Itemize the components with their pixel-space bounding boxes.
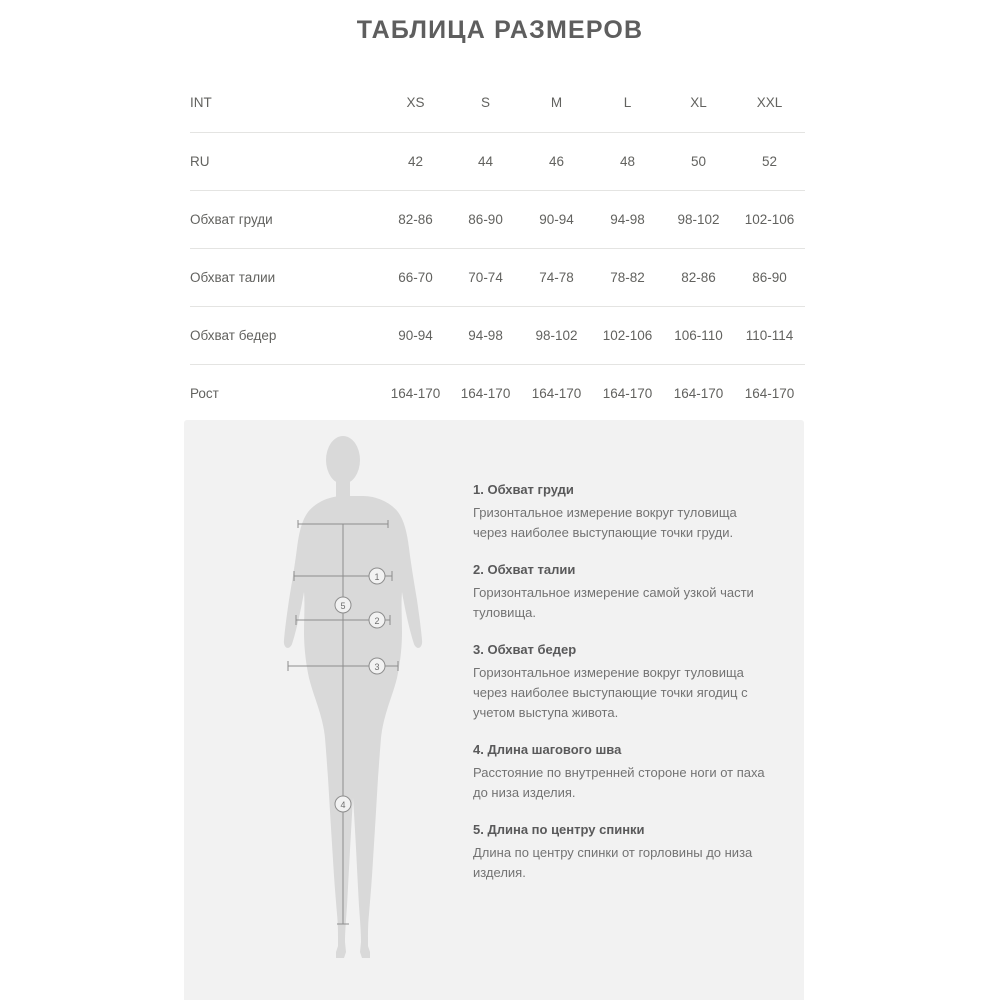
table-row bbox=[190, 74, 805, 132]
table-row bbox=[190, 132, 805, 190]
cell: 94-98 bbox=[592, 190, 663, 248]
table-row bbox=[190, 248, 805, 306]
cell: 164-170 bbox=[390, 385, 441, 401]
guide-heading: 5. Длина по центру спинки bbox=[473, 822, 645, 837]
cell: 164-170 bbox=[744, 385, 795, 401]
guide-body: Горизонтальное измерение самой узкой части туловища. bbox=[473, 585, 754, 620]
guide-body: Горизонтальное измерение вокруг туловища через наиболее выступающие точки ягодиц с учетом выступа живота. bbox=[473, 665, 748, 720]
row-label: RU bbox=[190, 132, 381, 190]
size-table bbox=[190, 74, 805, 422]
marker-label-1: 1 bbox=[374, 572, 380, 582]
cell: 86-90 bbox=[734, 248, 805, 306]
row-label: Рост bbox=[190, 385, 219, 401]
marker-label-3: 3 bbox=[374, 662, 380, 672]
cell: 70-74 bbox=[450, 248, 521, 306]
guide-item-2 bbox=[473, 560, 773, 623]
cell: 46 bbox=[521, 132, 592, 190]
cell: 164-170 bbox=[602, 385, 653, 401]
cell: 94-98 bbox=[450, 306, 521, 364]
cell: 42 bbox=[381, 132, 450, 190]
guide-heading: 1. Обхват груди bbox=[473, 482, 574, 497]
marker-label-2: 2 bbox=[374, 616, 380, 626]
cell: 98-102 bbox=[521, 306, 592, 364]
table-row bbox=[190, 364, 805, 422]
cell: 90-94 bbox=[521, 190, 592, 248]
guide-item-4 bbox=[473, 740, 773, 803]
measurement-descriptions bbox=[473, 480, 773, 883]
cell: 102-106 bbox=[734, 190, 805, 248]
guide-item-3 bbox=[473, 640, 773, 723]
silhouette-svg bbox=[258, 432, 428, 972]
cell: 44 bbox=[450, 132, 521, 190]
marker-label-5: 5 bbox=[340, 601, 346, 611]
row-label: Обхват талии bbox=[190, 248, 381, 306]
row-label: INT bbox=[190, 74, 381, 132]
page-title: ТАБЛИЦА РАЗМЕРОВ bbox=[356, 16, 644, 44]
cell: 82-86 bbox=[381, 190, 450, 248]
guide-body: Длина по центру спинки от горловины до низа изделия. bbox=[473, 845, 753, 880]
table-row bbox=[190, 190, 805, 248]
guide-heading: 2. Обхват талии bbox=[473, 562, 576, 577]
cell: 78-82 bbox=[592, 248, 663, 306]
cell: 50 bbox=[663, 132, 734, 190]
cell: L bbox=[592, 74, 663, 132]
cell: S bbox=[450, 74, 521, 132]
body-silhouette-figure bbox=[258, 432, 428, 972]
cell: 66-70 bbox=[381, 248, 450, 306]
guide-heading: 3. Обхват бедер bbox=[473, 642, 577, 657]
guide-item-1 bbox=[473, 480, 773, 543]
guide-body: Гризонтальное измерение вокруг туловища через наиболее выступающие точки груди. bbox=[473, 505, 737, 540]
cell: 74-78 bbox=[521, 248, 592, 306]
cell: XL bbox=[663, 74, 734, 132]
cell: XXL bbox=[734, 74, 805, 132]
cell: 90-94 bbox=[381, 306, 450, 364]
cell: 106-110 bbox=[663, 306, 734, 364]
size-table-wrapper bbox=[190, 74, 805, 422]
silhouette-shape bbox=[284, 436, 422, 958]
guide-heading: 4. Длина шагового шва bbox=[473, 742, 622, 757]
cell: 164-170 bbox=[460, 385, 511, 401]
guide-body: Расстояние по внутренней стороне ноги от паха до низа изделия. bbox=[473, 765, 765, 800]
cell: 110-114 bbox=[734, 306, 805, 364]
cell: 102-106 bbox=[592, 306, 663, 364]
cell: XS bbox=[381, 74, 450, 132]
cell: 164-170 bbox=[531, 385, 582, 401]
table-row bbox=[190, 306, 805, 364]
cell: 86-90 bbox=[450, 190, 521, 248]
cell: 164-170 bbox=[673, 385, 724, 401]
marker-label-4: 4 bbox=[340, 800, 346, 810]
cell: 82-86 bbox=[663, 248, 734, 306]
cell: 98-102 bbox=[663, 190, 734, 248]
row-label: Обхват бедер bbox=[190, 306, 381, 364]
cell: 52 bbox=[734, 132, 805, 190]
guide-item-5 bbox=[473, 820, 773, 883]
cell: M bbox=[521, 74, 592, 132]
row-label: Обхват груди bbox=[190, 190, 381, 248]
cell: 48 bbox=[592, 132, 663, 190]
